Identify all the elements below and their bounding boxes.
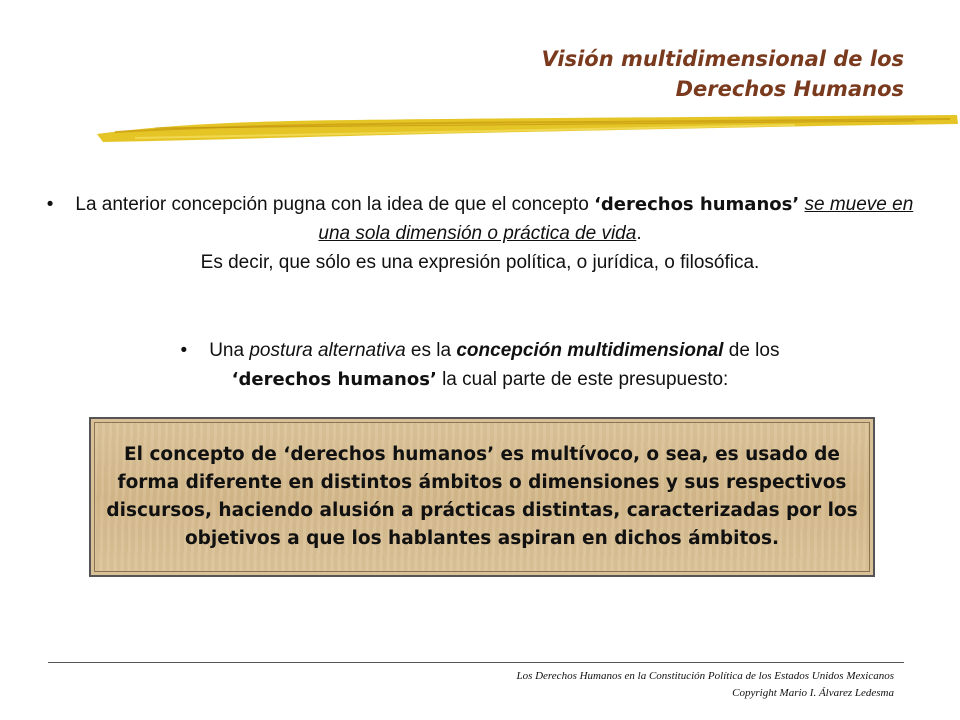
bullet2-italic: postura alternativa [249, 340, 406, 361]
footer [516, 668, 894, 702]
bullet1-line2: Es decir, que sólo es una expresión política, o jurídica, o filosófica. [200, 252, 760, 273]
bullet2-bold-italic: concepción multidimensional [456, 340, 724, 361]
definition-text-a: El concepto de [124, 444, 284, 465]
bullet1-underlined: se mueve en una sola dimensión o práctica de vida [318, 194, 914, 244]
brush-stroke-icon [95, 112, 960, 146]
footer-divider [48, 662, 904, 663]
bullet-paragraph-2 [40, 336, 920, 394]
bullet-paragraph-1 [40, 190, 920, 277]
bullet2-text-d: la cual parte de este presupuesto: [436, 369, 729, 390]
footer-line1: Los Derechos Humanos en la Constitución Política de los Estados Unidos Mexicanos [516, 670, 894, 682]
bullet-dot: • [46, 194, 54, 215]
bullet1-term: ‘derechos humanos’ [594, 194, 800, 215]
slide-title [541, 44, 904, 104]
definition-box-parchment [94, 422, 870, 572]
definition-text [95, 441, 869, 553]
bullet-dot: • [180, 340, 188, 361]
bullet2-term: ‘derechos humanos’ [231, 369, 437, 390]
slide-title-line2: Derechos Humanos [675, 77, 904, 101]
bullet1-period: . [636, 223, 642, 244]
bullet1-text-a: La anterior concepción pugna con la idea de que el concepto [75, 194, 595, 215]
bullet2-text-b: es la [405, 340, 457, 361]
definition-box [89, 417, 875, 577]
footer-copyright: Copyright Mario I. Álvarez Ledesma [732, 687, 894, 699]
slide-title-line1: Visión multidimensional de los [541, 47, 904, 71]
definition-text-b: es multívoco, o sea, es usado de forma diferente en distintos ámbitos o dimensiones y sus respectivos discursos, haciendo alusión a prácticas distintas, caracterizadas por los objetivos a que los hablantes aspiran en dichos ámbitos. [106, 444, 858, 549]
definition-term: ‘derechos humanos’ [283, 444, 495, 465]
bullet2-text-c: de los [723, 340, 780, 361]
bullet2-text-a: Una [209, 340, 250, 361]
